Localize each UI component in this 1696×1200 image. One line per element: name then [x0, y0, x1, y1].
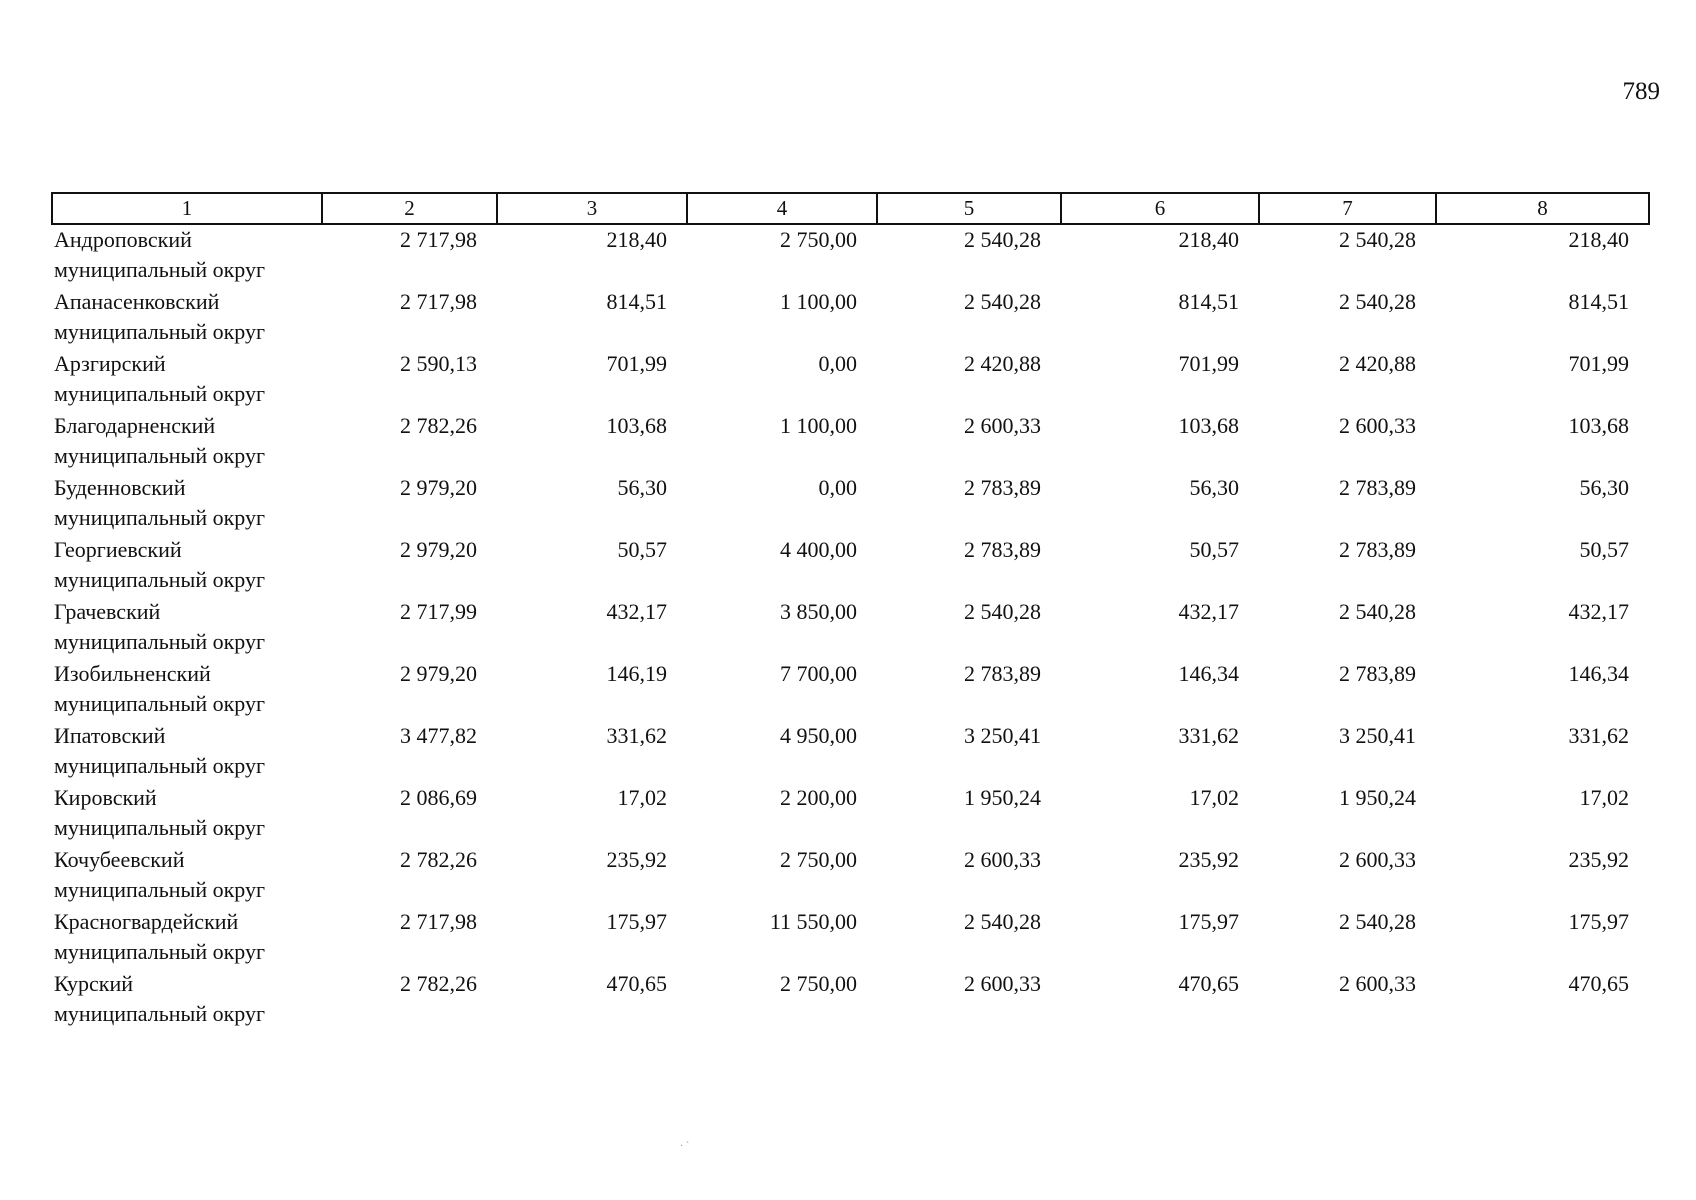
municipality-type: муниципальный округ	[54, 815, 266, 840]
value-cell: 17,02	[617, 785, 667, 810]
value-cell: 103,68	[1178, 413, 1239, 438]
value-cell: 50,57	[1579, 537, 1629, 562]
value-cell: 2 600,33	[1339, 971, 1416, 996]
value-cell: 2 782,26	[400, 971, 477, 996]
municipality-name: Арзгирский	[54, 351, 166, 376]
column-header: 7	[1259, 193, 1436, 224]
value-cell: 11 550,00	[769, 909, 857, 934]
municipality-name: Апанасенковский	[54, 289, 220, 314]
municipality-name: Курский	[54, 971, 134, 996]
table-row	[52, 597, 1649, 659]
municipality-name: Изобильненский	[54, 661, 211, 686]
municipality-cell	[52, 597, 322, 659]
value-cell: 3 850,00	[780, 599, 857, 624]
municipality-name: Кировский	[54, 785, 157, 810]
value-cell: 2 540,28	[1339, 227, 1416, 252]
municipality-type: муниципальный округ	[54, 381, 266, 406]
municipality-name: Благодарненский	[54, 413, 216, 438]
value-cell: 2 750,00	[780, 971, 857, 996]
column-header: 5	[877, 193, 1061, 224]
column-header: 4	[687, 193, 877, 224]
value-cell: 1 100,00	[780, 413, 857, 438]
value-cell: 1 950,24	[1339, 785, 1416, 810]
value-cell: 17,02	[1189, 785, 1239, 810]
column-header: 6	[1061, 193, 1259, 224]
value-cell: 470,65	[1568, 971, 1629, 996]
value-cell: 7 700,00	[780, 661, 857, 686]
municipality-cell	[52, 224, 322, 287]
value-cell: 814,51	[1178, 289, 1239, 314]
table-row	[52, 907, 1649, 969]
municipality-type: муниципальный округ	[54, 1001, 266, 1026]
column-header: 1	[52, 193, 322, 224]
municipality-name: Георгиевский	[54, 537, 182, 562]
value-cell: 2 420,88	[1339, 351, 1416, 376]
value-cell: 2 783,89	[964, 661, 1041, 686]
table-row	[52, 224, 1649, 287]
value-cell: 2 783,89	[1339, 475, 1416, 500]
value-cell: 2 782,26	[400, 413, 477, 438]
value-cell: 2 783,89	[964, 537, 1041, 562]
value-cell: 4 400,00	[780, 537, 857, 562]
municipality-name: Кочубеевский	[54, 847, 185, 872]
value-cell: 56,30	[1189, 475, 1239, 500]
table-row	[52, 287, 1649, 349]
municipality-cell	[52, 721, 322, 783]
value-cell: 17,02	[1579, 785, 1629, 810]
column-header: 2	[322, 193, 497, 224]
value-cell: 2 600,33	[1339, 847, 1416, 872]
value-cell: 2 783,89	[1339, 661, 1416, 686]
value-cell: 432,17	[1178, 599, 1239, 624]
value-cell: 3 250,41	[1339, 723, 1416, 748]
value-cell: 432,17	[606, 599, 667, 624]
value-cell: 2 540,28	[1339, 289, 1416, 314]
value-cell: 175,97	[1568, 909, 1629, 934]
value-cell: 3 477,82	[400, 723, 477, 748]
value-cell: 470,65	[1178, 971, 1239, 996]
municipality-cell	[52, 907, 322, 969]
value-cell: 2 540,28	[964, 227, 1041, 252]
municipality-cell	[52, 969, 322, 1031]
value-cell: 2 750,00	[780, 227, 857, 252]
value-cell: 2 540,28	[964, 599, 1041, 624]
value-cell: 146,34	[1178, 661, 1239, 686]
value-cell: 2 600,33	[1339, 413, 1416, 438]
municipality-cell	[52, 659, 322, 721]
value-cell: 2 979,20	[400, 475, 477, 500]
municipality-type: муниципальный округ	[54, 753, 266, 778]
table-row	[52, 721, 1649, 783]
value-cell: 331,62	[606, 723, 667, 748]
municipality-type: муниципальный округ	[54, 443, 266, 468]
municipality-cell	[52, 349, 322, 411]
value-cell: 2 540,28	[964, 289, 1041, 314]
table-row	[52, 845, 1649, 907]
municipality-name: Красногвардейский	[54, 909, 239, 934]
column-header: 3	[497, 193, 687, 224]
value-cell: 56,30	[617, 475, 667, 500]
value-cell: 3 250,41	[964, 723, 1041, 748]
value-cell: 218,40	[1568, 227, 1629, 252]
value-cell: 146,34	[1568, 661, 1629, 686]
data-table	[51, 192, 1650, 1031]
municipality-type: муниципальный округ	[54, 629, 266, 654]
value-cell: 701,99	[1178, 351, 1239, 376]
table-row	[52, 969, 1649, 1031]
value-cell: 50,57	[617, 537, 667, 562]
municipality-cell	[52, 845, 322, 907]
value-cell: 235,92	[1178, 847, 1239, 872]
value-cell: 2 420,88	[964, 351, 1041, 376]
value-cell: 2 200,00	[780, 785, 857, 810]
value-cell: 814,51	[606, 289, 667, 314]
header-row	[52, 193, 1649, 224]
municipality-name: Грачевский	[54, 599, 161, 624]
table-row	[52, 473, 1649, 535]
municipality-cell	[52, 411, 322, 473]
value-cell: 2 782,26	[400, 847, 477, 872]
value-cell: 103,68	[1568, 413, 1629, 438]
municipality-type: муниципальный округ	[54, 319, 266, 344]
value-cell: 2 086,69	[400, 785, 477, 810]
value-cell: 50,57	[1189, 537, 1239, 562]
value-cell: 331,62	[1568, 723, 1629, 748]
municipality-cell	[52, 783, 322, 845]
table-row	[52, 783, 1649, 845]
value-cell: 2 717,99	[400, 599, 477, 624]
table-row	[52, 659, 1649, 721]
value-cell: 2 750,00	[780, 847, 857, 872]
value-cell: 175,97	[1178, 909, 1239, 934]
value-cell: 2 540,28	[964, 909, 1041, 934]
value-cell: 2 783,89	[964, 475, 1041, 500]
column-header: 8	[1436, 193, 1649, 224]
value-cell: 175,97	[606, 909, 667, 934]
value-cell: 235,92	[1568, 847, 1629, 872]
value-cell: 470,65	[606, 971, 667, 996]
value-cell: 432,17	[1568, 599, 1629, 624]
table-row	[52, 349, 1649, 411]
municipality-type: муниципальный округ	[54, 877, 266, 902]
value-cell: 2 540,28	[1339, 909, 1416, 934]
value-cell: 103,68	[606, 413, 667, 438]
value-cell: 701,99	[606, 351, 667, 376]
municipality-cell	[52, 287, 322, 349]
value-cell: 2 540,28	[1339, 599, 1416, 624]
table-row	[52, 411, 1649, 473]
value-cell: 56,30	[1579, 475, 1629, 500]
value-cell: 814,51	[1568, 289, 1629, 314]
value-cell: 0,00	[818, 351, 857, 376]
scan-artifact: · `	[680, 1141, 690, 1152]
municipality-type: муниципальный округ	[54, 567, 266, 592]
value-cell: 2 600,33	[964, 847, 1041, 872]
municipality-cell	[52, 473, 322, 535]
value-cell: 0,00	[818, 475, 857, 500]
value-cell: 2 783,89	[1339, 537, 1416, 562]
municipality-name: Буденновский	[54, 475, 186, 500]
municipality-type: муниципальный округ	[54, 691, 266, 716]
value-cell: 2 979,20	[400, 661, 477, 686]
value-cell: 146,19	[606, 661, 667, 686]
value-cell: 4 950,00	[780, 723, 857, 748]
municipality-type: муниципальный округ	[54, 257, 266, 282]
value-cell: 331,62	[1178, 723, 1239, 748]
value-cell: 2 979,20	[400, 537, 477, 562]
value-cell: 2 717,98	[400, 227, 477, 252]
municipality-name: Андроповский	[54, 227, 192, 252]
value-cell: 1 100,00	[780, 289, 857, 314]
municipality-type: муниципальный округ	[54, 939, 266, 964]
value-cell: 2 717,98	[400, 289, 477, 314]
municipality-cell	[52, 535, 322, 597]
page-number: 789	[1622, 78, 1660, 105]
value-cell: 218,40	[606, 227, 667, 252]
value-cell: 2 600,33	[964, 971, 1041, 996]
value-cell: 1 950,24	[964, 785, 1041, 810]
value-cell: 701,99	[1568, 351, 1629, 376]
value-cell: 218,40	[1178, 227, 1239, 252]
value-cell: 2 590,13	[400, 351, 477, 376]
municipality-type: муниципальный округ	[54, 505, 266, 530]
value-cell: 2 600,33	[964, 413, 1041, 438]
value-cell: 235,92	[606, 847, 667, 872]
municipality-name: Ипатовский	[54, 723, 166, 748]
table-row	[52, 535, 1649, 597]
value-cell: 2 717,98	[400, 909, 477, 934]
